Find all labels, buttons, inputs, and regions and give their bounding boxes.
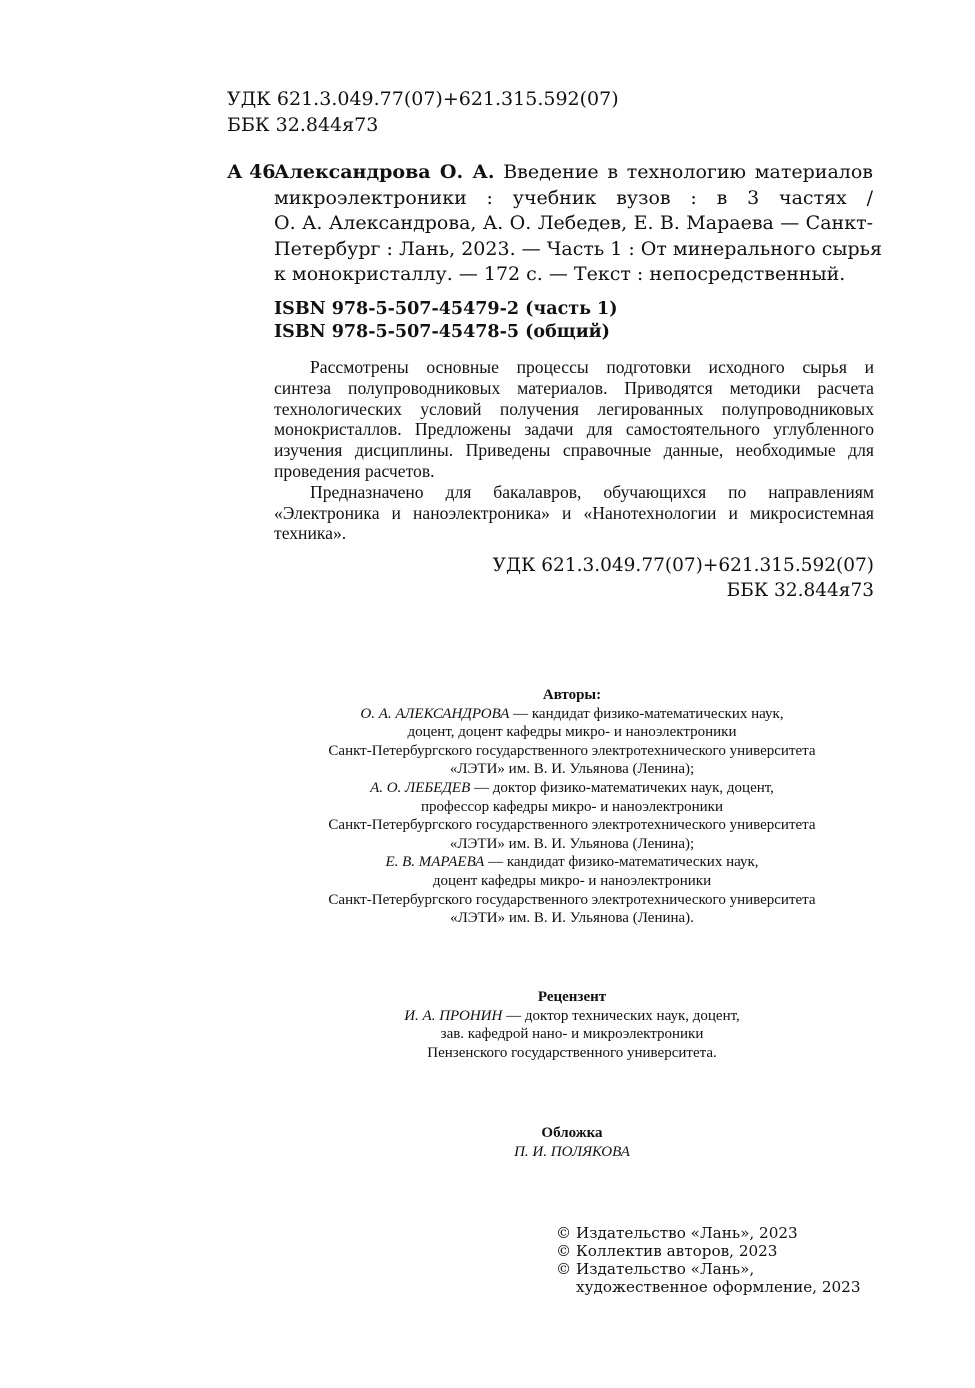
cover-section bbox=[222, 1124, 922, 1161]
copyright-line: художественное оформление, 2023 bbox=[576, 1278, 861, 1296]
author-3-line: доцент кафедры микро- и наноэлектроники bbox=[432, 872, 712, 889]
bottom-bbk-code: ББК 32.844я73 bbox=[726, 580, 874, 601]
annotation-line: монокристаллов. Предложены задачи для самостоятельного углубленного bbox=[274, 419, 874, 440]
author-2-line: профессор кафедры микро- и наноэлектроники bbox=[421, 798, 723, 815]
reviewer-section bbox=[222, 988, 922, 1062]
author-1-name: О. А. АЛЕКСАНДРОВА bbox=[360, 705, 510, 722]
copyright-line: © Издательство «Лань», 2023 bbox=[556, 1224, 798, 1242]
reviewer-line: И. А. ПРОНИН — доктор технических наук, доцент, bbox=[404, 1007, 740, 1024]
isbn-block bbox=[274, 298, 618, 344]
annotation-line: изучения дисциплины. Приведены справочные данные, необходимые для bbox=[274, 440, 874, 461]
biblio-line-1 bbox=[274, 160, 873, 186]
cover-designer-name: П. И. ПОЛЯКОВА bbox=[514, 1143, 630, 1160]
bibliographic-description bbox=[274, 160, 882, 288]
author-2-line: А. О. ЛЕБЕДЕВ — доктор физико-математичеких наук, доцент, bbox=[370, 779, 774, 796]
author-2-line: «ЛЭТИ» им. В. И. Ульянова (Ленина); bbox=[449, 835, 695, 852]
author-3-line: Санкт-Петербургского государственного электротехнического университета bbox=[328, 891, 816, 908]
annotation bbox=[274, 357, 874, 544]
top-udk-code: УДК 621.3.049.77(07)+621.315.592(07) bbox=[227, 88, 619, 110]
copyright-line: © Коллектив авторов, 2023 bbox=[556, 1242, 778, 1260]
isbn-part: ISBN 978-5-507-45479-2 (часть 1) bbox=[274, 299, 618, 319]
authors-heading: Авторы: bbox=[542, 687, 602, 703]
annotation-line: технологических условий получения легированных полупроводниковых bbox=[274, 398, 874, 419]
author-3-line: «ЛЭТИ» им. В. И. Ульянова (Ленина). bbox=[450, 910, 694, 927]
author-1-line: доцент, доцент кафедры микро- и наноэлектроники bbox=[407, 724, 737, 741]
author-2-name: А. О. ЛЕБЕДЕВ bbox=[370, 779, 471, 796]
catalog-mark: А 46 bbox=[227, 161, 276, 183]
copyright-notice bbox=[556, 1224, 861, 1296]
biblio-line-3: О. А. Александрова, А. О. Лебедев, Е. В. Мараева — Санкт- bbox=[274, 212, 873, 234]
isbn-general: ISBN 978-5-507-45478-5 (общий) bbox=[274, 322, 610, 342]
annotation-line: Предназначено для бакалавров, обучающихся по направлениям bbox=[310, 481, 874, 502]
author-1-line: О. А. АЛЕКСАНДРОВА — кандидат физико-математических наук, bbox=[360, 705, 784, 722]
biblio-line-5: к монокристаллу. — 172 с. — Текст : непосредственный. bbox=[274, 263, 846, 285]
author-1-line: «ЛЭТИ» им. В. И. Ульянова (Ленина); bbox=[449, 761, 695, 778]
reviewer-name: И. А. ПРОНИН bbox=[404, 1007, 503, 1024]
biblio-title-start: Введение в технологию материалов bbox=[503, 161, 873, 183]
reviewer-line: Пензенского государственного университета. bbox=[427, 1044, 717, 1061]
bottom-classification-codes bbox=[493, 553, 874, 603]
biblio-line-4: Петербург : Лань, 2023. — Часть 1 : От минерального сырья bbox=[274, 237, 882, 260]
annotation-line: Рассмотрены основные процессы подготовки исходного сырья и bbox=[310, 357, 874, 377]
cover-heading: Обложка bbox=[541, 1125, 603, 1141]
annotation-line: «Электроника и наноэлектроника» и «Нанотехнологии и микросистемная bbox=[274, 502, 874, 523]
top-bbk-code: ББК 32.844я73 bbox=[227, 114, 379, 136]
biblio-line-2: микроэлектроники : учебник вузов : в 3 частях / bbox=[274, 186, 873, 209]
annotation-line: синтеза полупроводниковых материалов. Приводятся методики расчета bbox=[274, 377, 874, 398]
bottom-udk-code: УДК 621.3.049.77(07)+621.315.592(07) bbox=[492, 555, 874, 576]
author-3-line: Е. В. МАРАЕВА — кандидат физико-математических наук, bbox=[385, 854, 759, 871]
copyright-line: © Издательство «Лань», bbox=[556, 1260, 755, 1278]
annotation-line: проведения расчетов. bbox=[274, 460, 435, 481]
reviewer-line: зав. кафедрой нано- и микроэлектроники bbox=[440, 1026, 704, 1043]
author-2-line: Санкт-Петербургского государственного электротехнического университета bbox=[328, 817, 816, 834]
reviewer-heading: Рецензент bbox=[537, 989, 607, 1005]
author-1-line: Санкт-Петербургского государственного электротехнического университета bbox=[328, 742, 816, 759]
annotation-line: техника». bbox=[274, 523, 347, 544]
top-classification-codes bbox=[227, 86, 619, 138]
biblio-author: Александрова О. А. bbox=[274, 161, 495, 183]
authors-section bbox=[222, 686, 922, 928]
author-3-name: Е. В. МАРАЕВА bbox=[385, 854, 485, 871]
